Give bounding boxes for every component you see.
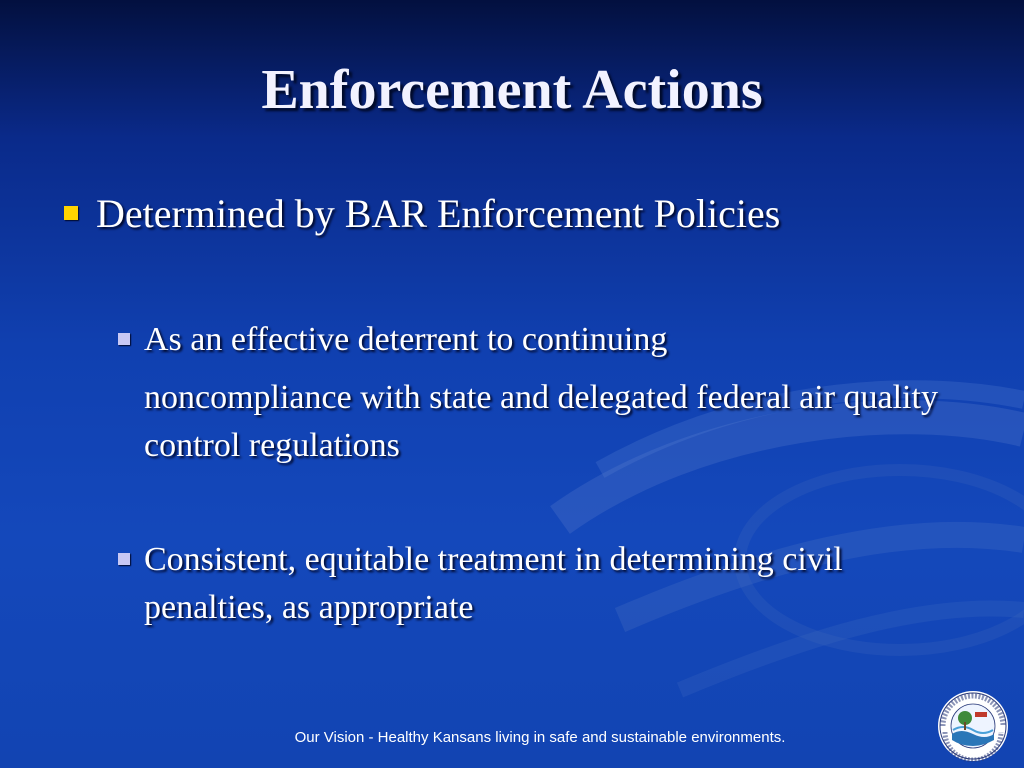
slide-title: Enforcement Actions [261,59,763,121]
sub-bullet-item [118,536,948,632]
sub-bullet-item [118,316,948,470]
sub-bullet-text-line: As an effective deterrent to continuing [144,321,668,358]
sub-bullet-text-line: noncompliance with state and delegated federal air quality control regulations [144,379,938,464]
square-bullet-icon [118,333,130,345]
footer-text: Our Vision - Healthy Kansans living in safe and sustainable environments. [294,729,786,746]
square-bullet-icon [118,553,130,565]
bullet-text: Determined by BAR Enforcement Policies [96,191,781,236]
bullet-item [64,190,780,238]
kdhe-seal-icon [937,690,1009,762]
square-bullet-icon [64,206,78,220]
sub-bullet-text: Consistent, equitable treatment in determining civil penalties, as appropriate [144,541,843,626]
